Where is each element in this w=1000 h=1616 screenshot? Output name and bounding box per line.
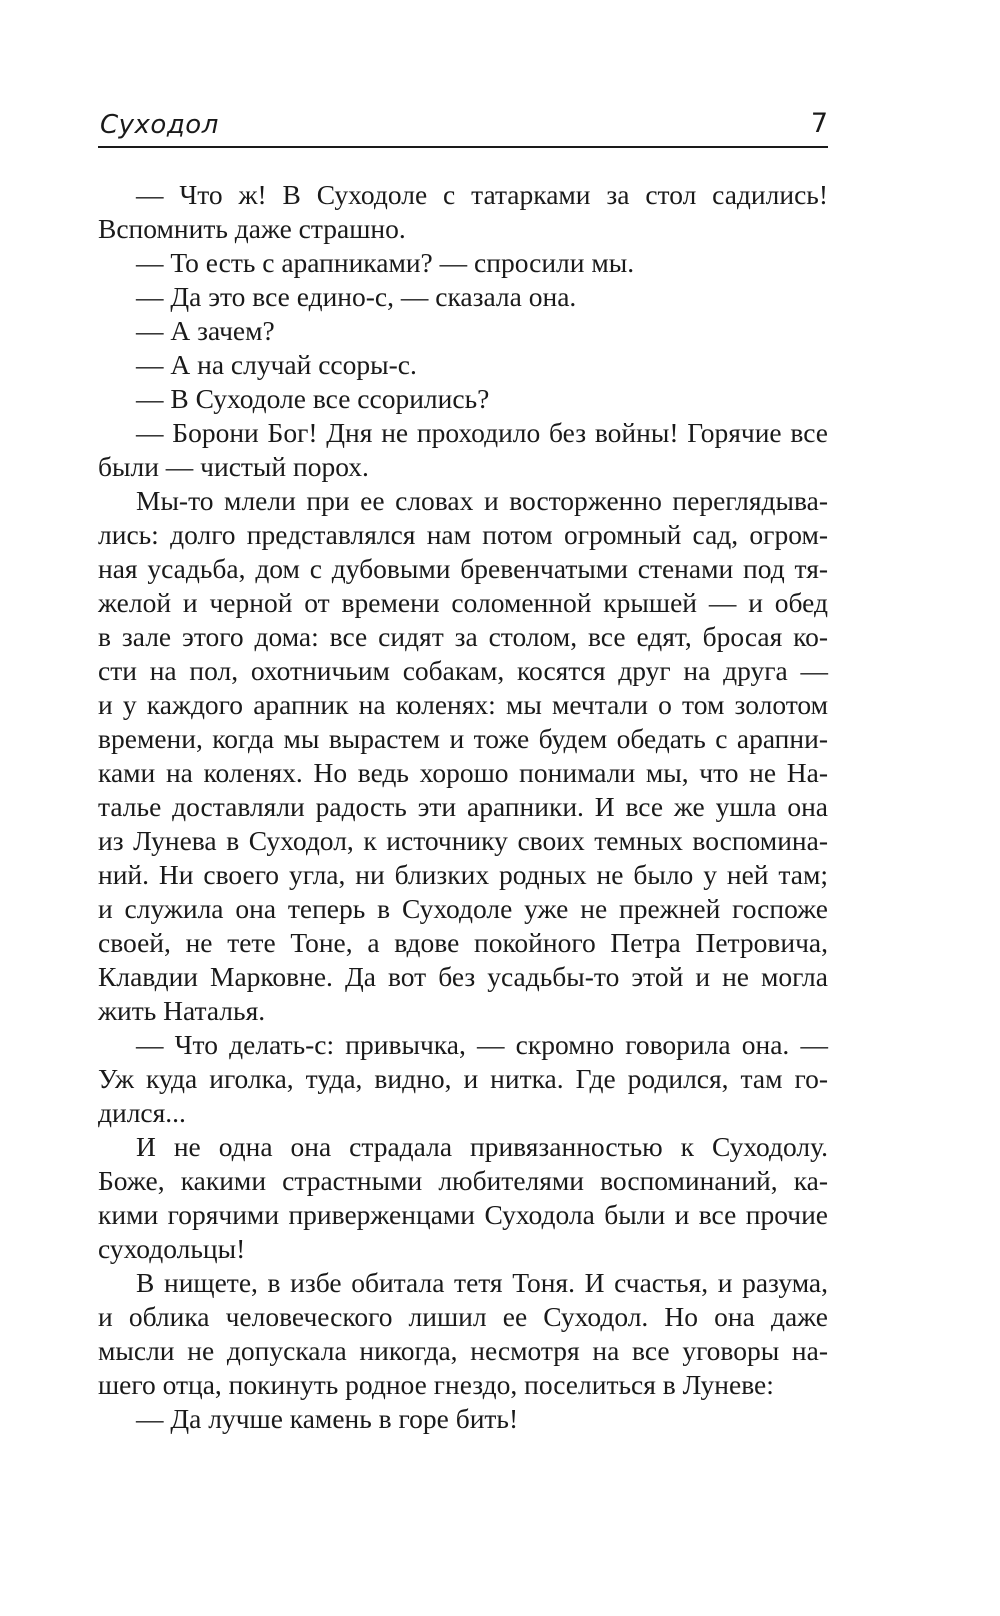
text-line: — Да это все едино-с, — сказала она. bbox=[136, 281, 577, 312]
text-line: и служила она теперь в Суходоле уже не прежней госпоже bbox=[98, 893, 828, 924]
text-line: Мы-то млели при ее словах и восторженно переглядыва- bbox=[136, 485, 828, 516]
text-line: — Да лучше камень в горе бить! bbox=[136, 1403, 519, 1434]
text-line: В нищете, в избе обитала тетя Тоня. И счастья, и разума, bbox=[136, 1267, 828, 1298]
body-text bbox=[98, 178, 828, 1436]
text-line: ная усадьба, дом с дубовыми бревенчатыми стенами под тя- bbox=[98, 553, 828, 584]
text-line: из Лунева в Суходол, к источнику своих темных воспомина- bbox=[98, 825, 828, 856]
text-line: Боже, какими страстными любителями воспоминаний, ка- bbox=[98, 1165, 828, 1196]
text-line: — В Суходоле все ссорились? bbox=[136, 383, 490, 414]
text-line: — А зачем? bbox=[136, 315, 275, 346]
text-line: Клавдии Марковне. Да вот без усадьбы-то этой и не могла bbox=[98, 961, 828, 992]
text-line: И не одна она страдала привязанностью к Суходолу. bbox=[136, 1131, 828, 1162]
text-line: шего отца, покинуть родное гнездо, поселиться в Луневе: bbox=[98, 1369, 774, 1400]
text-line: желой и черной от времени соломенной крышей — и обед bbox=[98, 587, 828, 618]
running-header bbox=[98, 104, 828, 148]
text-line: суходольцы! bbox=[98, 1233, 246, 1264]
text-line: — Что делать-с: привычка, — скромно говорила она. — bbox=[136, 1029, 828, 1060]
text-line: в зале этого дома: все сидят за столом, все едят, бросая ко- bbox=[98, 621, 828, 652]
text-line: своей, не тете Тоне, а вдове покойного Петра Петровича, bbox=[98, 927, 828, 958]
text-line: Уж куда иголка, туда, видно, и нитка. Где родился, там го- bbox=[98, 1063, 828, 1094]
text-line: ками на коленях. Но ведь хорошо понимали мы, что не На- bbox=[98, 757, 828, 788]
text-line: и облика человеческого лишил ее Суходол. Но она даже bbox=[98, 1301, 828, 1332]
page-number: 7 bbox=[810, 108, 828, 139]
text-line: лись: долго представлялся нам потом огромный сад, огром- bbox=[98, 519, 828, 550]
text-line: времени, когда мы вырастем и тоже будем обедать с арапни- bbox=[98, 723, 828, 754]
text-line: кими горячими приверженцами Суходола были и все прочие bbox=[98, 1199, 828, 1230]
text-line: — А на случай ссоры-с. bbox=[136, 349, 417, 380]
text-line: дился... bbox=[98, 1097, 186, 1128]
text-line: — Что ж! В Суходоле с татарками за стол садились! bbox=[136, 179, 828, 210]
text-line: Вспомнить даже страшно. bbox=[98, 213, 406, 244]
text-line: мысли не допускала никогда, несмотря на все уговоры на- bbox=[98, 1335, 828, 1366]
text-line: сти на пол, охотничьим собакам, косятся друг на друга — bbox=[98, 655, 828, 686]
text-line: ний. Ни своего угла, ни близких родных не было у ней там; bbox=[98, 859, 828, 890]
text-line: талье доставляли радость эти арапники. И все же ушла она bbox=[98, 791, 828, 822]
text-line: жить Наталья. bbox=[98, 995, 266, 1026]
running-title: Суходол bbox=[100, 110, 219, 140]
text-line: и у каждого арапник на коленях: мы мечтали о том золотом bbox=[98, 689, 828, 720]
text-line: — То есть с арапниками? — спросили мы. bbox=[136, 247, 635, 278]
text-line: — Борони Бог! Дня не проходило без войны! Горячие все bbox=[136, 417, 828, 448]
text-line: были — чистый порох. bbox=[98, 451, 369, 482]
